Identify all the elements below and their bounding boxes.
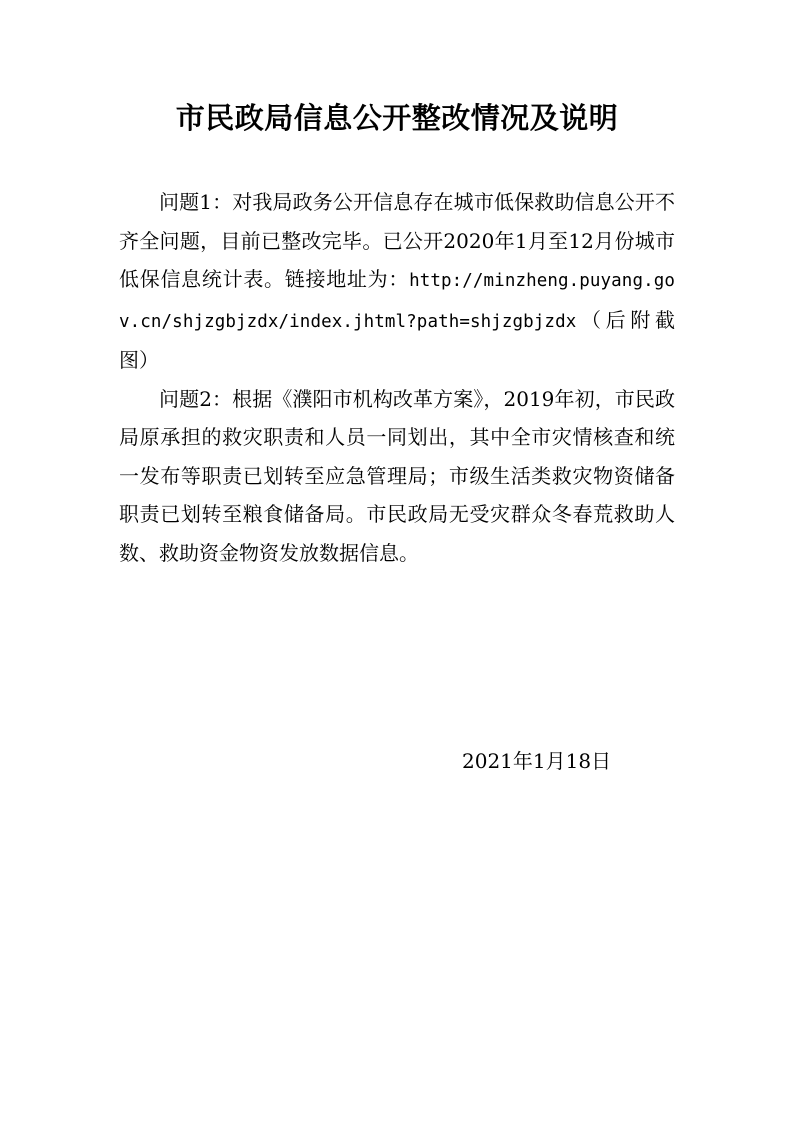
document-date: 2021年1月18日 xyxy=(462,749,612,773)
screenshot-note: （后附截图） xyxy=(119,307,675,372)
paragraph-issue-1-text: 问题1：对我局政务公开信息存在城市低保救助信息公开不齐全问题，目前已整改完毕。已公开2020年1月至12月份城市低保信息统计表。链接地址为： xyxy=(119,190,675,291)
document-body xyxy=(119,183,675,572)
paragraph-issue-2 xyxy=(119,380,675,573)
low-income-info-link[interactable]: http://minzheng.puyang.gov.cn/shjzgbjzdx/index.jhtml?path=shjzgbjzdx xyxy=(119,271,675,332)
document-title: 市民政局信息公开整改情况及说明 xyxy=(175,101,619,135)
paragraph-issue-2-text: 问题2：根据《濮阳市机构改革方案》，2019年初，市民政局原承担的救灾职责和人员一同划出，其中全市灾情核查和统一发布等职责已划转至应急管理局；市级生活类救灾物资储备职责已划转至粮食储备局。市民政局无受灾群众冬春荒救助人数、救助资金物资发放数据信息。 xyxy=(119,386,675,565)
paragraph-issue-1 xyxy=(119,183,675,380)
